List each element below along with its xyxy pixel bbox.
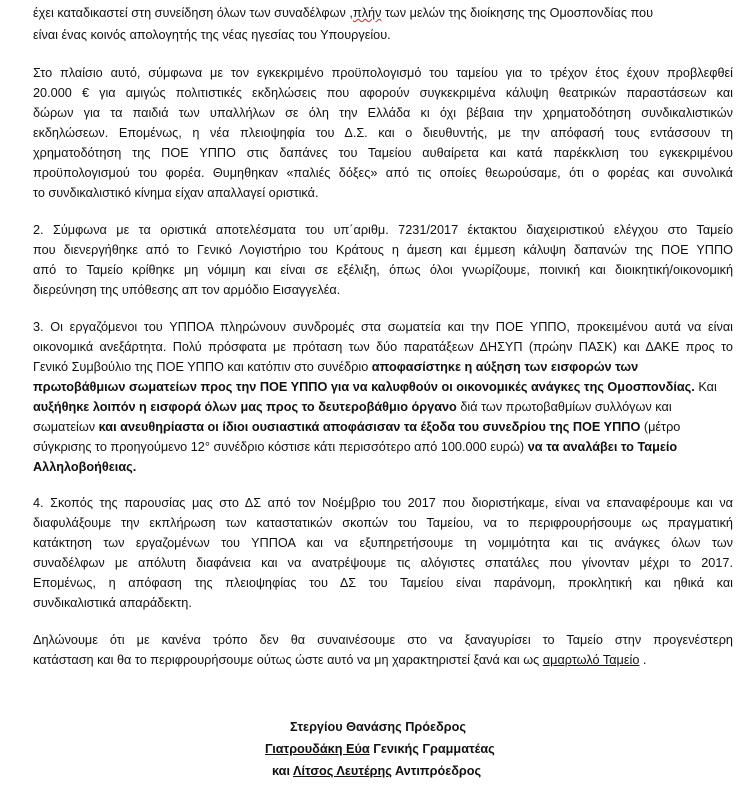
bold-fragment: Αλληλοβοήθειας.	[33, 460, 137, 474]
text-fragment: σύγκρισης το προηγούμενο 12° συνέδριο κόστισε κάτι περισσότερο από 100.000 ευρώ)	[33, 440, 528, 454]
paragraph-line: συναδέλφων με απόλυτη διαφάνεια και να ανατρέψουμε τις αλόγιστες σπατάλες που γίνονταν μέχρι το 2017.	[33, 556, 733, 570]
signature-name: Λίτσος Λευτέρης	[293, 764, 392, 778]
signature-name: Γιατρουδάκη Εύα	[265, 742, 370, 756]
underlined-fragment: αμαρτωλό Ταμείο	[542, 653, 640, 667]
signature-prefix: και	[272, 764, 294, 778]
paragraph-line: είναι ένας κοινός απολογητής της νέας ηγεσίας του Υπουργείου.	[33, 28, 391, 42]
paragraph-line: χρηματοδότηση της ΠΟΕ ΥΠΠΟ στις δαπάνες του Ταμείου αυθαίρετα και κατά παρέκκλιση του εγκεκριμένου	[33, 146, 733, 160]
bold-fragment: αποφασίστηκε η αύξηση των εισφορών των	[371, 360, 639, 374]
paragraph-line: 3. Οι εργαζόμενοι του ΥΠΠΟΑ πληρώνουν συνδρομές στα σωματεία και την ΠΟΕ ΥΠΠΟ, προκειμένου αυτά να είναι	[33, 320, 733, 334]
paragraph-line: διαφυλάξουμε την εκπλήρωση των καταστατικών σκοπών του Ταμείου, να το περιφρουρήσουμε ως πραγματική	[33, 516, 733, 530]
paragraph-line: Επομένως, η απόφαση της πλειοψηφίας του ΔΣ του Ταμείου είναι παράνομη, προκλητική και ηθικά και	[33, 576, 733, 590]
signature-line	[272, 762, 481, 780]
paragraph-line: 4. Σκοπός της παρουσίας μας στο ΔΣ από τον Νοέμβριο του 2017 που διοριστήκαμε, είναι να επαναφέρουμε και να	[33, 496, 733, 510]
paragraph-line: 20.000 € για αμιγώς πολιτιστικές εκδηλώσεις που αφορούν συγκεκριμένα κάλυψη θεατρικών παραστάσεων και	[33, 86, 733, 100]
signature-name: Στεργίου Θανάσης Πρόεδρος	[290, 720, 466, 734]
paragraph-line: οικονομικά ανεξάρτητα. Πολύ πρόσφατα με πρόταση των δύο παρατάξεων ΔΗΣΥΠ (πρώην ΠΑΣΚ) και ΔΑΚΕ προς το	[33, 340, 733, 354]
paragraph-line	[33, 418, 680, 436]
text-fragment: έχει καταδικαστεί στη συνείδηση όλων των συναδέλφων ,	[33, 6, 353, 20]
paragraph-line	[33, 4, 653, 22]
signature-line	[265, 740, 495, 758]
spellcheck-word: πλήν	[352, 6, 382, 20]
paragraph-line: Στο πλαίσιο αυτό, σύμφωνα με τον εγκεκριμένο προϋπολογισμό του ταμείου για το τρέχον έτος έχουν προβλεφθεί	[33, 66, 733, 80]
paragraph-line	[33, 438, 677, 456]
bold-fragment: πρωτοβάθμιων σωματείων προς την ΠΟΕ ΥΠΠΟ για να καλυφθούν οι οικονομικές ανάγκες της Ομοσπονδίας.	[33, 380, 695, 394]
paragraph-line: δώρων για τα παιδιά των υπαλλήλων σε όλη την Ελλάδα κι όχι βέβαια την χρηματοδότηση συνδικαλιστικών	[33, 106, 733, 120]
paragraph-line: συνδικαλιστικά απαράδεκτη.	[33, 596, 192, 610]
text-fragment: των μελών της διοίκησης της Ομοσπονδίας που	[381, 6, 654, 20]
bold-fragment: να τα αναλάβει το Ταμείο	[527, 440, 678, 454]
text-fragment: σωματείων	[33, 420, 99, 434]
paragraph-line: Δηλώνουμε ότι με κανένα τρόπο δεν θα συναινέσουμε στο να ξαναγυρίσει το Ταμείο στην προγενέστερη	[33, 633, 733, 647]
text-fragment: διά των πρωτοβαθμίων συλλόγων και	[456, 400, 672, 414]
paragraph-line	[33, 358, 638, 376]
text-fragment: (μέτρο	[640, 420, 681, 434]
text-fragment: .	[639, 653, 647, 667]
paragraph-line	[33, 458, 136, 476]
paragraph-line: κατάκτηση των εργαζομένων του ΥΠΠΟΑ και να εξυπηρετήσουμε τη νομιμότητα και τις ανάγκες όλων των	[33, 536, 733, 550]
text-fragment: Και	[694, 380, 717, 394]
bold-fragment: αυξήθηκε λοιπόν η εισφορά όλων μας προς το δευτεροβάθμιο όργανο	[33, 400, 457, 414]
paragraph-line: εκδηλώσεων. Επομένως, η νέα πλειοψηφία του Δ.Σ. και ο διευθυντής, με την απόφασή τους εντάσσουν τη	[33, 126, 733, 140]
paragraph-line	[33, 651, 646, 669]
paragraph-line: από το Ταμείο κρίθηκε μη νόμιμη και είναι σε εξέλιξη, όπως όλοι γνωρίζουμε, ποινική και διοικητική/οικονομική	[33, 263, 733, 277]
paragraph-line: 2. Σύμφωνα με τα οριστικά αποτελέσματα του υπ΄αριθμ. 7231/2017 έκτακτου διαχειριστικού ελέγχου στο Ταμείο	[33, 223, 733, 237]
signature-role: Γενικής Γραμματέας	[369, 742, 495, 756]
paragraph-line: που διενεργήθηκε από το Γενικό Λογιστήριο του Κράτους η άμεση και έμμεση κάλυψη δαπανών της ΠΟΕ ΥΠΠΟ	[33, 243, 733, 257]
text-fragment: Γενικό Συμβούλιο της ΠΟΕ ΥΠΠΟ και κατόπιν στο συνέδριο	[33, 360, 372, 374]
paragraph-line: διερεύνηση της υπόθεσης απ τον αρμόδιο Εισαγγελέα.	[33, 283, 341, 297]
signature-line	[290, 718, 466, 736]
text-fragment: κατάσταση και θα το περιφρουρήσουμε ούτως ώστε αυτό να μη χαρακτηριστεί ξανά και ως	[33, 653, 543, 667]
paragraph-line: προϋπολογισμού του φορέα. Θυμηθηκαν «παλιές δόξες» από τις οποίες θεωρούσαμε, ότι ο φορέας και συνολικά	[33, 166, 733, 180]
paragraph-line	[33, 378, 717, 396]
bold-fragment: και ανευθηρίαστα οι ίδιοι ουσιαστικά αποφάσισαν τα έξοδα του συνεδρίου της ΠΟΕ ΥΠΠΟ	[98, 420, 641, 434]
signature-role: Αντιπρόεδρος	[391, 764, 482, 778]
paragraph-line: το συνδικαλιστικό κίνημα είχαν απαλλαγεί οριστικά.	[33, 186, 319, 200]
paragraph-line	[33, 398, 672, 416]
